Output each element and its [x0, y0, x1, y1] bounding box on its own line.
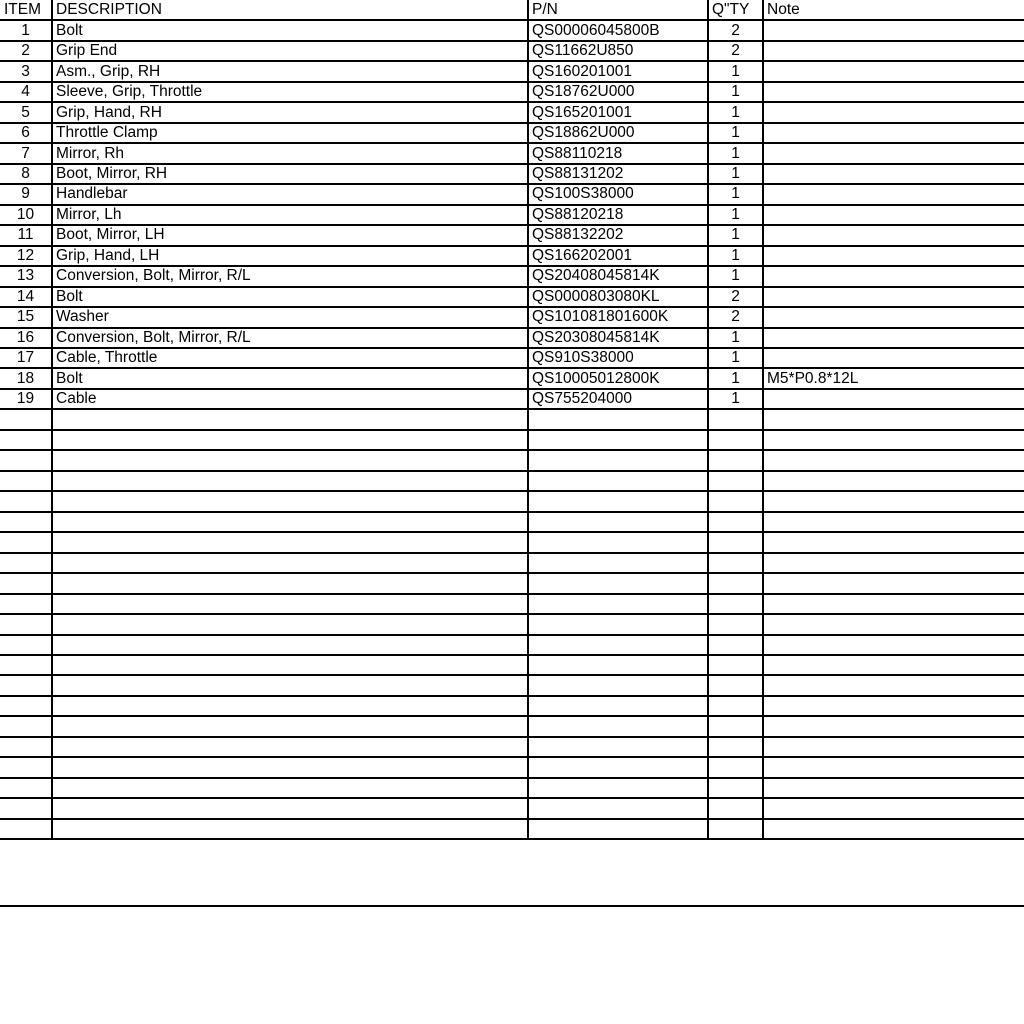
part-number-cell	[528, 778, 708, 798]
note-cell	[763, 82, 1024, 102]
quantity-cell: 1	[708, 266, 763, 286]
bottom-border-line	[0, 905, 1024, 907]
item-number-cell	[0, 532, 52, 552]
description-cell	[52, 716, 528, 736]
table-row	[0, 328, 1024, 348]
quantity-cell	[708, 798, 763, 818]
note-cell	[763, 798, 1024, 818]
table-row	[0, 266, 1024, 286]
quantity-cell	[708, 430, 763, 450]
quantity-cell	[708, 614, 763, 634]
part-number-cell: QS165201001	[528, 102, 708, 122]
description-cell: Asm., Grip, RH	[52, 61, 528, 81]
table-body	[0, 20, 1024, 839]
table-row	[0, 553, 1024, 573]
description-cell: Grip End	[52, 41, 528, 61]
note-cell	[763, 573, 1024, 593]
item-number-cell: 11	[0, 225, 52, 245]
quantity-cell: 1	[708, 246, 763, 266]
quantity-cell	[708, 512, 763, 532]
note-cell	[763, 696, 1024, 716]
table-row	[0, 389, 1024, 409]
part-number-cell	[528, 696, 708, 716]
part-number-cell	[528, 757, 708, 777]
part-number-cell: QS20308045814K	[528, 328, 708, 348]
quantity-cell: 1	[708, 184, 763, 204]
description-cell	[52, 512, 528, 532]
note-cell	[763, 778, 1024, 798]
part-number-cell	[528, 798, 708, 818]
table-row	[0, 41, 1024, 61]
item-number-cell	[0, 716, 52, 736]
quantity-cell: 1	[708, 61, 763, 81]
note-cell	[763, 20, 1024, 40]
quantity-cell	[708, 757, 763, 777]
part-number-cell	[528, 737, 708, 757]
note-cell	[763, 675, 1024, 695]
part-number-cell: QS0000803080KL	[528, 287, 708, 307]
item-number-cell: 15	[0, 307, 52, 327]
note-cell	[763, 614, 1024, 634]
item-number-cell: 17	[0, 348, 52, 368]
description-cell	[52, 778, 528, 798]
description-cell: Grip, Hand, RH	[52, 102, 528, 122]
item-number-cell	[0, 553, 52, 573]
table-row	[0, 348, 1024, 368]
description-cell	[52, 614, 528, 634]
note-cell	[763, 553, 1024, 573]
note-cell	[763, 450, 1024, 470]
description-cell	[52, 675, 528, 695]
note-cell	[763, 61, 1024, 81]
quantity-cell	[708, 471, 763, 491]
part-number-cell: QS101081801600K	[528, 307, 708, 327]
part-number-cell	[528, 553, 708, 573]
part-number-cell	[528, 675, 708, 695]
description-cell: Washer	[52, 307, 528, 327]
quantity-cell	[708, 737, 763, 757]
table-row	[0, 20, 1024, 40]
header-qty: Q"TY	[708, 0, 763, 20]
note-cell	[763, 328, 1024, 348]
part-number-cell: QS166202001	[528, 246, 708, 266]
part-number-cell: QS88131202	[528, 164, 708, 184]
item-number-cell	[0, 450, 52, 470]
table-row	[0, 287, 1024, 307]
quantity-cell: 1	[708, 389, 763, 409]
header-pn: P/N	[528, 0, 708, 20]
note-cell: M5*P0.8*12L	[763, 368, 1024, 388]
description-cell: Mirror, Lh	[52, 205, 528, 225]
table-row	[0, 205, 1024, 225]
quantity-cell: 1	[708, 82, 763, 102]
note-cell	[763, 164, 1024, 184]
quantity-cell	[708, 635, 763, 655]
description-cell	[52, 798, 528, 818]
part-number-cell	[528, 635, 708, 655]
item-number-cell: 8	[0, 164, 52, 184]
description-cell	[52, 553, 528, 573]
table-row	[0, 450, 1024, 470]
item-number-cell: 2	[0, 41, 52, 61]
table-row	[0, 737, 1024, 757]
description-cell: Conversion, Bolt, Mirror, R/L	[52, 266, 528, 286]
quantity-cell: 1	[708, 123, 763, 143]
header-note: Note	[763, 0, 1024, 20]
note-cell	[763, 737, 1024, 757]
part-number-cell	[528, 532, 708, 552]
description-cell: Handlebar	[52, 184, 528, 204]
item-number-cell	[0, 798, 52, 818]
quantity-cell: 2	[708, 41, 763, 61]
note-cell	[763, 205, 1024, 225]
table-row	[0, 532, 1024, 552]
quantity-cell	[708, 553, 763, 573]
part-number-cell	[528, 450, 708, 470]
table-row	[0, 225, 1024, 245]
item-number-cell	[0, 737, 52, 757]
note-cell	[763, 532, 1024, 552]
description-cell	[52, 696, 528, 716]
description-cell	[52, 409, 528, 429]
description-cell: Mirror, Rh	[52, 143, 528, 163]
item-number-cell: 7	[0, 143, 52, 163]
description-cell: Sleeve, Grip, Throttle	[52, 82, 528, 102]
table-row	[0, 471, 1024, 491]
quantity-cell: 1	[708, 328, 763, 348]
part-number-cell: QS00006045800B	[528, 20, 708, 40]
quantity-cell	[708, 716, 763, 736]
quantity-cell	[708, 532, 763, 552]
item-number-cell	[0, 573, 52, 593]
description-cell	[52, 471, 528, 491]
item-number-cell: 18	[0, 368, 52, 388]
part-number-cell: QS100S38000	[528, 184, 708, 204]
table-row	[0, 430, 1024, 450]
description-cell	[52, 532, 528, 552]
part-number-cell	[528, 573, 708, 593]
item-number-cell: 12	[0, 246, 52, 266]
item-number-cell	[0, 778, 52, 798]
description-cell: Boot, Mirror, LH	[52, 225, 528, 245]
part-number-cell: QS11662U850	[528, 41, 708, 61]
item-number-cell: 19	[0, 389, 52, 409]
item-number-cell	[0, 635, 52, 655]
quantity-cell	[708, 409, 763, 429]
item-number-cell: 5	[0, 102, 52, 122]
quantity-cell	[708, 491, 763, 511]
item-number-cell	[0, 471, 52, 491]
part-number-cell: QS755204000	[528, 389, 708, 409]
description-cell: Bolt	[52, 20, 528, 40]
description-cell	[52, 737, 528, 757]
quantity-cell	[708, 573, 763, 593]
note-cell	[763, 491, 1024, 511]
table-row	[0, 102, 1024, 122]
item-number-cell	[0, 655, 52, 675]
item-number-cell: 6	[0, 123, 52, 143]
table-row	[0, 757, 1024, 777]
quantity-cell: 2	[708, 20, 763, 40]
description-cell: Bolt	[52, 287, 528, 307]
note-cell	[763, 143, 1024, 163]
table-row	[0, 716, 1024, 736]
part-number-cell: QS88120218	[528, 205, 708, 225]
table-row	[0, 675, 1024, 695]
table-row	[0, 82, 1024, 102]
table-row	[0, 307, 1024, 327]
note-cell	[763, 307, 1024, 327]
quantity-cell: 1	[708, 368, 763, 388]
note-cell	[763, 102, 1024, 122]
description-cell	[52, 819, 528, 839]
note-cell	[763, 757, 1024, 777]
quantity-cell: 1	[708, 102, 763, 122]
note-cell	[763, 512, 1024, 532]
table-row	[0, 123, 1024, 143]
description-cell: Conversion, Bolt, Mirror, R/L	[52, 328, 528, 348]
note-cell	[763, 471, 1024, 491]
item-number-cell	[0, 409, 52, 429]
quantity-cell	[708, 450, 763, 470]
note-cell	[763, 225, 1024, 245]
note-cell	[763, 123, 1024, 143]
quantity-cell: 1	[708, 143, 763, 163]
header-item: ITEM	[0, 0, 52, 20]
part-number-cell: QS160201001	[528, 61, 708, 81]
item-number-cell: 10	[0, 205, 52, 225]
item-number-cell	[0, 675, 52, 695]
note-cell	[763, 266, 1024, 286]
part-number-cell	[528, 594, 708, 614]
description-cell: Grip, Hand, LH	[52, 246, 528, 266]
table-row	[0, 798, 1024, 818]
note-cell	[763, 246, 1024, 266]
item-number-cell	[0, 614, 52, 634]
note-cell	[763, 287, 1024, 307]
note-cell	[763, 716, 1024, 736]
description-cell	[52, 573, 528, 593]
table-row	[0, 61, 1024, 81]
description-cell: Cable, Throttle	[52, 348, 528, 368]
note-cell	[763, 409, 1024, 429]
item-number-cell: 3	[0, 61, 52, 81]
item-number-cell	[0, 512, 52, 532]
part-number-cell	[528, 614, 708, 634]
note-cell	[763, 655, 1024, 675]
note-cell	[763, 819, 1024, 839]
quantity-cell: 2	[708, 307, 763, 327]
part-number-cell: QS910S38000	[528, 348, 708, 368]
description-cell	[52, 594, 528, 614]
part-number-cell	[528, 512, 708, 532]
note-cell	[763, 635, 1024, 655]
table-row	[0, 143, 1024, 163]
table-row	[0, 368, 1024, 388]
part-number-cell: QS18862U000	[528, 123, 708, 143]
part-number-cell	[528, 409, 708, 429]
note-cell	[763, 184, 1024, 204]
item-number-cell: 13	[0, 266, 52, 286]
quantity-cell: 1	[708, 164, 763, 184]
description-cell	[52, 491, 528, 511]
item-number-cell: 16	[0, 328, 52, 348]
item-number-cell	[0, 594, 52, 614]
description-cell	[52, 450, 528, 470]
quantity-cell: 2	[708, 287, 763, 307]
description-cell	[52, 430, 528, 450]
quantity-cell	[708, 675, 763, 695]
quantity-cell	[708, 696, 763, 716]
quantity-cell	[708, 655, 763, 675]
part-number-cell	[528, 491, 708, 511]
item-number-cell	[0, 757, 52, 777]
description-cell: Throttle Clamp	[52, 123, 528, 143]
part-number-cell: QS20408045814K	[528, 266, 708, 286]
quantity-cell	[708, 778, 763, 798]
item-number-cell: 14	[0, 287, 52, 307]
item-number-cell: 9	[0, 184, 52, 204]
note-cell	[763, 41, 1024, 61]
note-cell	[763, 389, 1024, 409]
table-row	[0, 655, 1024, 675]
table-row	[0, 819, 1024, 839]
table-row	[0, 635, 1024, 655]
table-row	[0, 184, 1024, 204]
quantity-cell: 1	[708, 348, 763, 368]
table-row	[0, 594, 1024, 614]
part-number-cell	[528, 430, 708, 450]
item-number-cell: 4	[0, 82, 52, 102]
item-number-cell: 1	[0, 20, 52, 40]
description-cell: Boot, Mirror, RH	[52, 164, 528, 184]
table-row	[0, 696, 1024, 716]
table-row	[0, 164, 1024, 184]
table-row	[0, 614, 1024, 634]
part-number-cell	[528, 655, 708, 675]
description-cell	[52, 635, 528, 655]
note-cell	[763, 348, 1024, 368]
part-number-cell: QS10005012800K	[528, 368, 708, 388]
table-row	[0, 409, 1024, 429]
part-number-cell: QS88132202	[528, 225, 708, 245]
table-row	[0, 246, 1024, 266]
item-number-cell	[0, 491, 52, 511]
note-cell	[763, 430, 1024, 450]
part-number-cell	[528, 716, 708, 736]
table-row	[0, 778, 1024, 798]
table-row	[0, 573, 1024, 593]
part-number-cell: QS18762U000	[528, 82, 708, 102]
part-number-cell	[528, 819, 708, 839]
item-number-cell	[0, 819, 52, 839]
header-row	[0, 0, 1024, 20]
note-cell	[763, 594, 1024, 614]
item-number-cell	[0, 430, 52, 450]
quantity-cell	[708, 594, 763, 614]
quantity-cell	[708, 819, 763, 839]
quantity-cell: 1	[708, 225, 763, 245]
description-cell	[52, 757, 528, 777]
quantity-cell: 1	[708, 205, 763, 225]
part-number-cell: QS88110218	[528, 143, 708, 163]
header-description: DESCRIPTION	[52, 0, 528, 20]
description-cell	[52, 655, 528, 675]
description-cell: Cable	[52, 389, 528, 409]
table-row	[0, 512, 1024, 532]
table-row	[0, 491, 1024, 511]
item-number-cell	[0, 696, 52, 716]
part-number-cell	[528, 471, 708, 491]
description-cell: Bolt	[52, 368, 528, 388]
